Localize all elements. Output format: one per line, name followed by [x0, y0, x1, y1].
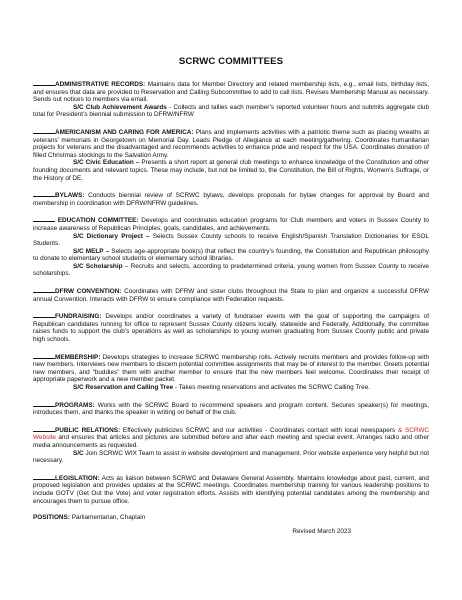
section-heading: DFRW CONVENTION: [55, 288, 122, 296]
section-bylaws [33, 191, 429, 207]
section-text: Develops strategies to increase SCRWC membership rolls. Actively recruits members and provides follow-up with new members. Interviews new members to discern potential committee assignments that may be of interest to the member. Greets potential new members, and “buddies” them with another member to ensure that the new members feel welcome. Coordinates their receipt of appropriate paperwork and a new member packet. [33, 353, 429, 384]
section-text: Develops and/or coordinates a variety of fundraiser events with the goal of supporting the campaigns of Republican candidates running for office to represent Sussex County citizens locally, statewide and Federally, Additionally, the committee raises funds to support the club’s operations as well as scholarships to young women graduating from Sussex County public and private high schools. [33, 313, 429, 344]
blank-line [33, 426, 55, 432]
section-heading: LEGISLATION: [55, 474, 100, 482]
section-public-relations [33, 426, 429, 465]
section-text: Works with the SCRWC Board to recommend speakers and program content. Secures speaker(s) for meetings, introduces them, and thanks the speaker in writing on behalf of the club. [33, 401, 429, 417]
section-education [33, 216, 429, 278]
section-text: Conducts biennial review of SCRWC bylaws, develops proposals for bylaw changes for approval by Board and membership in coordination with DFRW/NFRW guidelines. [33, 192, 429, 207]
subcommittee-heading: S/C Civic Education – [73, 159, 140, 167]
section-americanism [33, 128, 429, 182]
section-heading: PROGRAMS: [55, 401, 95, 409]
section-heading: ADMINISTRATIVE RECORDS: [55, 81, 146, 88]
subcommittee-text: – Recruits and selects, according to predetermined criteria, young women from Sussex County to receive scholarships. [33, 262, 429, 278]
section-heading: AMERICANISM AND CARING FOR AMERICA: [55, 128, 194, 136]
section-text: Maintains data for Member Directory and related membership lists, e.g., email lists, birthday lists, and ensures that data are provided to Reservation and Calling Subcommittee to add to call lists. Revises Membership Manual as necessary. Sends out notices to members via email. [33, 81, 429, 104]
section-membership [33, 353, 429, 392]
section-heading: EDUCATION COMMITTEE: [55, 217, 139, 225]
subcommittee-heading: S/C MELP – [73, 247, 110, 255]
section-administrative-records [33, 80, 429, 119]
section-heading: FUNDRAISING: [55, 313, 102, 321]
subcommittee-text: Selects age-appropriate book(s) that reflect the country’s founding, the Constitution and Republican philosophy to donate to elementary school students or elementary school libraries. [33, 247, 429, 263]
subcommittee-heading: S/C Club Achievement Awards [73, 103, 167, 111]
section-text-continued: and ensures that articles and pictures are submitted before and after each meeting and special event. Arranges radio and other media announcements as requested. [33, 434, 429, 449]
positions-line [33, 514, 429, 522]
section-fundraising [33, 312, 429, 343]
section-programs [33, 401, 429, 417]
section-heading: MEMBERSHIP: [55, 353, 101, 361]
blank-line [33, 474, 55, 480]
section-dfrw-convention [33, 287, 429, 303]
subcommittee-heading: S/C Scholarship [73, 262, 123, 270]
positions-text: Parliamentarian, Chaplain [69, 514, 146, 522]
blank-line [33, 287, 55, 293]
subcommittee-text: - Collects and tallies each member’s reported volunteer hours and submits aggregate club total for President’s biennial submission to DFRW/NFRW [33, 103, 429, 119]
revised-date: Revised March 2023 [292, 527, 351, 535]
blank-line [33, 191, 55, 197]
blank-line [33, 353, 55, 359]
page-title: SCRWC COMMITTEES [178, 56, 284, 67]
subcommittee-text: Selects Sussex County schools to receive English/Spanish Translation Dictionaries for ESOL Students. [33, 232, 430, 248]
section-text: Effectively publicizes SCRWC and our activities - Coordinates contact with local newspapers [120, 426, 398, 434]
blank-line [33, 216, 55, 222]
blank-line [33, 128, 55, 134]
subcommittee-heading: S/C [73, 449, 84, 457]
subcommittee-text: Join SCRWC WIX Team to assist in website development and management. Prior website experience very helpful but not necessary. [33, 449, 429, 465]
positions-label: POSITIONS: [33, 514, 70, 522]
section-heading: PUBLIC RELATIONS: [55, 426, 121, 434]
section-text: Acts as liaison between SCRWC and Delaware General Assembly. Maintains knowledge about past, current, and proposed legislation and provides updates at the SCRWC meetings. Coordinates membership training for various leadership positions to include GOTV (Get Out the Vote) and voter registration efforts. Assists with identifying potential candidates among the membership and encourages them to pursue office. [33, 474, 429, 505]
blank-line [33, 80, 55, 86]
section-heading: BYLAWS: [55, 192, 85, 200]
section-text: Plans and implements activities with a patriotic theme such as placing wreaths at veterans’ memorials in Georgetown on Memorial Day. Leads Pledge of Allegiance at each meeting/gathering. Coordinates humanitarian projects for veterans and the disadvantaged and recommends activities to enhance pride and respect for the USA. Coordinates donation of filled Christmas stockings to the Salvation Army. [33, 128, 429, 159]
blank-line [33, 401, 55, 407]
blank-line [33, 312, 55, 318]
section-text: Develops and coordinates education programs for Club members and voters in Sussex County to increase awareness of Republican Principles, goals, candidates, and achievements. [33, 217, 429, 232]
subcommittee-heading: S/C Dictionary Project – [73, 232, 150, 240]
subcommittee-text: - Takes meeting reservations and activates the SCRWC Calling Tree. [173, 384, 371, 391]
section-legislation [33, 474, 429, 505]
subcommittee-text: Presents a short report at general club meetings to enhance knowledge of the Constitution and other founding documents and relevant topics. These may include, but not be limited to, the Constitution, the Bill of Rights, Women’s Suffrage, or the History of DE. [33, 159, 430, 182]
scrwc-website-link[interactable]: & SCRWC Website [33, 426, 430, 442]
section-text: Coordinates with DFRW and sister clubs throughout the State to plan and organize a successful DFRW annual Convention. Interacts with DFRW to ensure compliance with Federation requests. [33, 288, 429, 303]
subcommittee-heading: S/C Reservation and Calling Tree [73, 384, 174, 391]
